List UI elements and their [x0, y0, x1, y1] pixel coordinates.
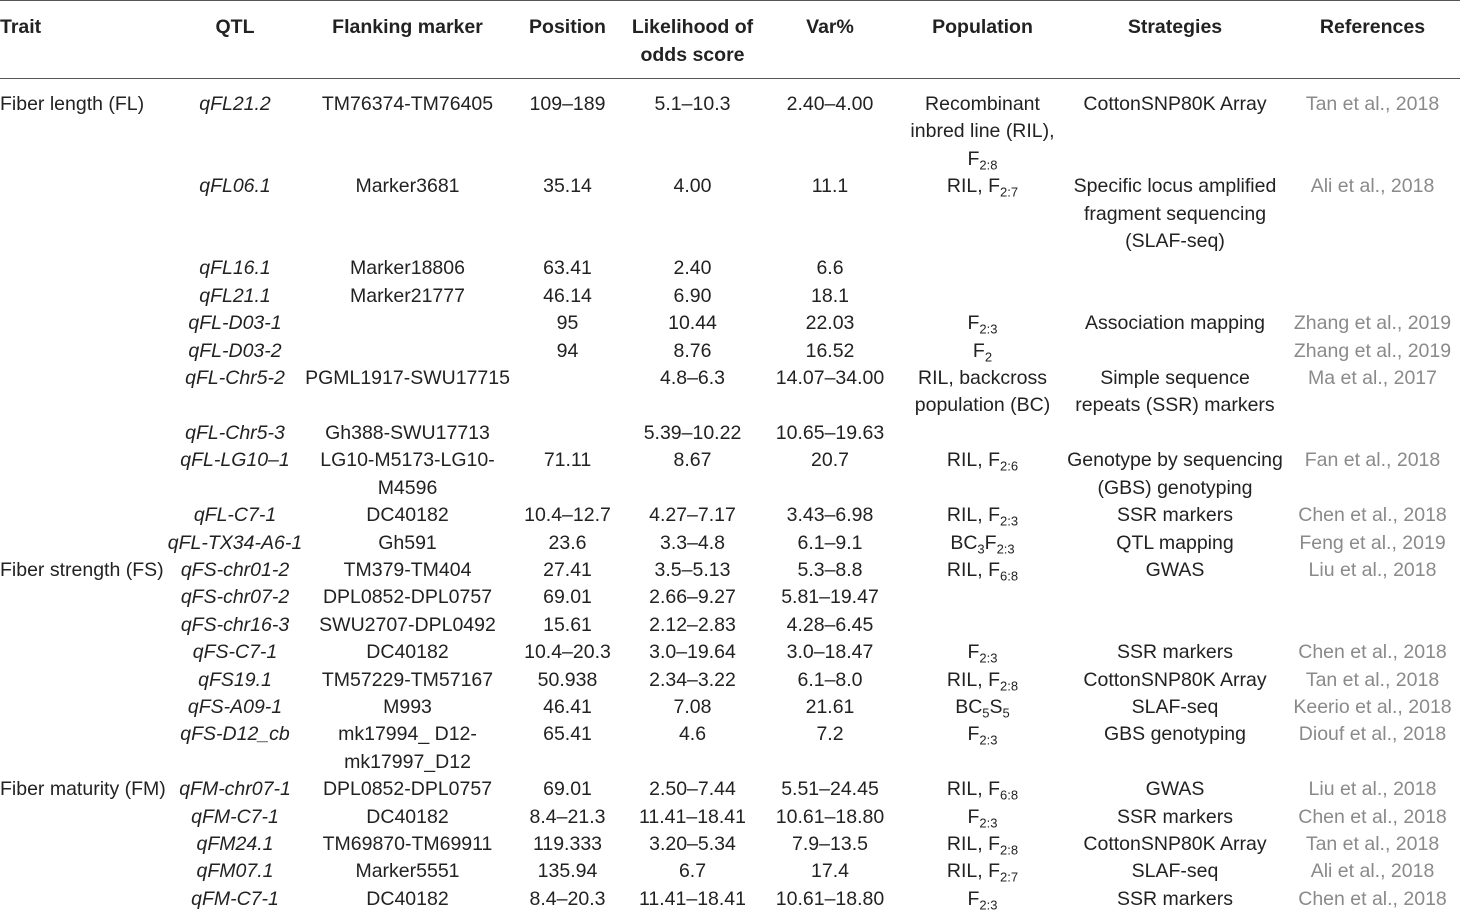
cell-position [510, 365, 625, 420]
cell-trait [0, 694, 165, 721]
cell-lod: 10.44 [625, 310, 760, 337]
cell-position: 69.01 [510, 776, 625, 803]
cell-var: 16.52 [760, 338, 900, 365]
cell-trait [0, 255, 165, 282]
cell-trait [0, 612, 165, 639]
cell-population: $F_{2:3}$ [900, 310, 1065, 337]
table-row [0, 283, 1460, 310]
cell-position: 63.41 [510, 255, 625, 282]
cell-position: 50.938 [510, 667, 625, 694]
cell-var: 14.07–34.00 [760, 365, 900, 420]
cell-trait [0, 721, 165, 776]
cell-trait [0, 831, 165, 858]
cell-strategy: GBS genotyping [1065, 721, 1285, 776]
cell-reference: Liu et al., 2018 [1285, 557, 1460, 584]
cell-qtl: qFL-D03-2 [165, 338, 305, 365]
cell-position: 69.01 [510, 584, 625, 611]
cell-strategy: Association mapping [1065, 310, 1285, 337]
cell-qtl: qFL-Chr5-2 [165, 365, 305, 420]
cell-population [900, 612, 1065, 639]
cell-var: 3.43–6.98 [760, 502, 900, 529]
table-row [0, 310, 1460, 337]
cell-reference: Liu et al., 2018 [1285, 776, 1460, 803]
cell-flanking-marker: TM379-TM404 [305, 557, 510, 584]
table-row [0, 255, 1460, 282]
table-row [0, 776, 1460, 803]
cell-var: 7.2 [760, 721, 900, 776]
table-row [0, 338, 1460, 365]
cell-reference: Chen et al., 2018 [1285, 502, 1460, 529]
cell-position [510, 420, 625, 447]
cell-lod: 2.50–7.44 [625, 776, 760, 803]
header-position: Position [510, 1, 625, 79]
cell-position: 135.94 [510, 858, 625, 885]
cell-qtl: qFS19.1 [165, 667, 305, 694]
table-row [0, 365, 1460, 420]
cell-var: 3.0–18.47 [760, 639, 900, 666]
cell-population [900, 420, 1065, 447]
cell-trait [0, 639, 165, 666]
table-row [0, 804, 1460, 831]
cell-qtl: qFL06.1 [165, 173, 305, 255]
header-flanking-marker: Flanking marker [305, 1, 510, 79]
cell-qtl: qFS-C7-1 [165, 639, 305, 666]
cell-lod: 3.20–5.34 [625, 831, 760, 858]
cell-strategy: SSR markers [1065, 502, 1285, 529]
cell-position: 10.4–12.7 [510, 502, 625, 529]
table-row [0, 584, 1460, 611]
cell-population: RIL, $F_{2:6}$ [900, 447, 1065, 502]
cell-trait [0, 338, 165, 365]
cell-position: 95 [510, 310, 625, 337]
cell-flanking-marker [305, 338, 510, 365]
cell-var: 5.51–24.45 [760, 776, 900, 803]
cell-strategy: SSR markers [1065, 886, 1285, 913]
cell-qtl: qFL-D03-1 [165, 310, 305, 337]
cell-qtl: qFL-LG10–1 [165, 447, 305, 502]
cell-population: RIL, $F_{2:8}$ [900, 831, 1065, 858]
cell-reference: Zhang et al., 2019 [1285, 310, 1460, 337]
cell-lod: 2.40 [625, 255, 760, 282]
cell-reference: Ali et al., 2018 [1285, 173, 1460, 255]
cell-reference: Feng et al., 2019 [1285, 530, 1460, 557]
header-strategies: Strategies [1065, 1, 1285, 79]
cell-trait: Fiber maturity (FM) [0, 776, 165, 803]
cell-lod: 3.3–4.8 [625, 530, 760, 557]
cell-position: 15.61 [510, 612, 625, 639]
cell-reference: Tan et al., 2018 [1285, 79, 1460, 174]
cell-position: 109–189 [510, 79, 625, 174]
cell-qtl: qFM-chr07-1 [165, 776, 305, 803]
cell-flanking-marker: DC40182 [305, 804, 510, 831]
cell-flanking-marker: DC40182 [305, 502, 510, 529]
cell-qtl: qFL21.1 [165, 283, 305, 310]
cell-lod: 8.67 [625, 447, 760, 502]
cell-var: 6.6 [760, 255, 900, 282]
cell-lod: 4.8–6.3 [625, 365, 760, 420]
cell-flanking-marker: DPL0852-DPL0757 [305, 584, 510, 611]
cell-qtl: qFS-D12_cb [165, 721, 305, 776]
cell-strategy [1065, 584, 1285, 611]
cell-qtl: qFM07.1 [165, 858, 305, 885]
cell-lod: 2.34–3.22 [625, 667, 760, 694]
table-row [0, 79, 1460, 174]
table-body [0, 79, 1460, 913]
cell-lod: 6.7 [625, 858, 760, 885]
cell-lod: 4.6 [625, 721, 760, 776]
cell-var: 5.81–19.47 [760, 584, 900, 611]
cell-population: RIL, $F_{2:7}$ [900, 858, 1065, 885]
cell-population [900, 255, 1065, 282]
cell-var: 11.1 [760, 173, 900, 255]
cell-trait [0, 530, 165, 557]
cell-var: 5.3–8.8 [760, 557, 900, 584]
cell-lod: 4.27–7.17 [625, 502, 760, 529]
table-row [0, 557, 1460, 584]
cell-var: 6.1–8.0 [760, 667, 900, 694]
cell-population: $F_{2:3}$ [900, 639, 1065, 666]
cell-reference [1285, 612, 1460, 639]
cell-strategy: CottonSNP80K Array [1065, 831, 1285, 858]
cell-var: 7.9–13.5 [760, 831, 900, 858]
cell-flanking-marker: DC40182 [305, 886, 510, 913]
cell-strategy: QTL mapping [1065, 530, 1285, 557]
cell-population: RIL, $F_{2:7}$ [900, 173, 1065, 255]
cell-position: 119.333 [510, 831, 625, 858]
cell-position: 8.4–20.3 [510, 886, 625, 913]
table-row [0, 173, 1460, 255]
cell-strategy: Genotype by sequencing (GBS) genotyping [1065, 447, 1285, 502]
cell-reference [1285, 283, 1460, 310]
table-row [0, 858, 1460, 885]
table-row [0, 886, 1460, 913]
cell-population: $BC_3F_{2:3}$ [900, 530, 1065, 557]
cell-position: 94 [510, 338, 625, 365]
cell-qtl: qFS-A09-1 [165, 694, 305, 721]
cell-reference [1285, 255, 1460, 282]
cell-var: 21.61 [760, 694, 900, 721]
cell-strategy: GWAS [1065, 776, 1285, 803]
cell-position: 65.41 [510, 721, 625, 776]
cell-reference: Zhang et al., 2019 [1285, 338, 1460, 365]
cell-flanking-marker: Marker3681 [305, 173, 510, 255]
table-row [0, 831, 1460, 858]
cell-lod: 11.41–18.41 [625, 804, 760, 831]
cell-strategy: SLAF-seq [1065, 858, 1285, 885]
cell-trait [0, 584, 165, 611]
cell-lod: 8.76 [625, 338, 760, 365]
cell-lod: 2.66–9.27 [625, 584, 760, 611]
cell-flanking-marker: PGML1917-SWU17715 [305, 365, 510, 420]
cell-position: 71.11 [510, 447, 625, 502]
cell-qtl: qFS-chr07-2 [165, 584, 305, 611]
cell-strategy [1065, 612, 1285, 639]
cell-reference: Ali et al., 2018 [1285, 858, 1460, 885]
cell-flanking-marker: TM76374-TM76405 [305, 79, 510, 174]
cell-qtl: qFL-C7-1 [165, 502, 305, 529]
cell-qtl: qFS-chr16-3 [165, 612, 305, 639]
table-row [0, 639, 1460, 666]
cell-flanking-marker: mk17994_ D12-mk17997_D12 [305, 721, 510, 776]
table-row [0, 612, 1460, 639]
header-qtl: QTL [165, 1, 305, 79]
cell-flanking-marker: TM69870-TM69911 [305, 831, 510, 858]
cell-reference: Chen et al., 2018 [1285, 886, 1460, 913]
header-row [0, 1, 1460, 79]
cell-flanking-marker: SWU2707-DPL0492 [305, 612, 510, 639]
cell-qtl: qFL21.2 [165, 79, 305, 174]
cell-var: 10.61–18.80 [760, 804, 900, 831]
cell-lod: 5.39–10.22 [625, 420, 760, 447]
cell-var: 17.4 [760, 858, 900, 885]
cell-trait [0, 804, 165, 831]
cell-position: 10.4–20.3 [510, 639, 625, 666]
cell-qtl: qFM24.1 [165, 831, 305, 858]
cell-strategy: CottonSNP80K Array [1065, 79, 1285, 174]
table-row [0, 667, 1460, 694]
cell-var: 4.28–6.45 [760, 612, 900, 639]
cell-trait [0, 173, 165, 255]
cell-position: 27.41 [510, 557, 625, 584]
cell-strategy: SSR markers [1065, 639, 1285, 666]
cell-position: 35.14 [510, 173, 625, 255]
cell-trait: Fiber strength (FS) [0, 557, 165, 584]
table-row [0, 502, 1460, 529]
cell-reference: Tan et al., 2018 [1285, 831, 1460, 858]
table-row [0, 694, 1460, 721]
cell-var: 20.7 [760, 447, 900, 502]
cell-lod: 2.12–2.83 [625, 612, 760, 639]
cell-qtl: qFL16.1 [165, 255, 305, 282]
cell-trait [0, 667, 165, 694]
cell-var: 10.61–18.80 [760, 886, 900, 913]
cell-flanking-marker: TM57229-TM57167 [305, 667, 510, 694]
cell-lod: 11.41–18.41 [625, 886, 760, 913]
cell-lod: 3.0–19.64 [625, 639, 760, 666]
cell-flanking-marker: Marker21777 [305, 283, 510, 310]
cell-flanking-marker: M993 [305, 694, 510, 721]
cell-strategy: CottonSNP80K Array [1065, 667, 1285, 694]
cell-reference: Chen et al., 2018 [1285, 639, 1460, 666]
cell-strategy: GWAS [1065, 557, 1285, 584]
cell-position: 46.14 [510, 283, 625, 310]
cell-flanking-marker: Marker18806 [305, 255, 510, 282]
cell-strategy: SLAF-seq [1065, 694, 1285, 721]
cell-reference: Chen et al., 2018 [1285, 804, 1460, 831]
cell-reference: Diouf et al., 2018 [1285, 721, 1460, 776]
cell-population: RIL, backcross population (BC) [900, 365, 1065, 420]
cell-lod: 4.00 [625, 173, 760, 255]
cell-trait [0, 858, 165, 885]
cell-reference: Tan et al., 2018 [1285, 667, 1460, 694]
cell-flanking-marker: Gh388-SWU17713 [305, 420, 510, 447]
cell-strategy: Simple sequence repeats (SSR) markers [1065, 365, 1285, 420]
cell-population: Recombinant inbred line (RIL), $F_{2:8}$ [900, 79, 1065, 174]
cell-qtl: qFM-C7-1 [165, 886, 305, 913]
cell-population: $BC_5S_5$ [900, 694, 1065, 721]
cell-population: $F_{2:3}$ [900, 886, 1065, 913]
table-row [0, 721, 1460, 776]
cell-trait [0, 365, 165, 420]
header-trait: Trait [0, 1, 165, 79]
cell-strategy [1065, 420, 1285, 447]
cell-qtl: qFL-TX34-A6-1 [165, 530, 305, 557]
cell-trait [0, 283, 165, 310]
cell-population [900, 584, 1065, 611]
cell-flanking-marker: Gh591 [305, 530, 510, 557]
header-references: References [1285, 1, 1460, 79]
cell-var: 6.1–9.1 [760, 530, 900, 557]
header-population: Population [900, 1, 1065, 79]
cell-population [900, 283, 1065, 310]
table-row [0, 530, 1460, 557]
cell-population: $F_{2:3}$ [900, 804, 1065, 831]
cell-trait [0, 420, 165, 447]
header-var: Var% [760, 1, 900, 79]
cell-qtl: qFM-C7-1 [165, 804, 305, 831]
cell-trait [0, 886, 165, 913]
cell-flanking-marker: DPL0852-DPL0757 [305, 776, 510, 803]
cell-population: RIL, $F_{6:8}$ [900, 776, 1065, 803]
cell-strategy: Specific locus amplified fragment sequencing (SLAF-seq) [1065, 173, 1285, 255]
cell-lod: 6.90 [625, 283, 760, 310]
cell-trait [0, 447, 165, 502]
cell-reference: Ma et al., 2017 [1285, 365, 1460, 420]
cell-var: 22.03 [760, 310, 900, 337]
cell-population: RIL, $F_{6:8}$ [900, 557, 1065, 584]
cell-position: 8.4–21.3 [510, 804, 625, 831]
cell-qtl: qFL-Chr5-3 [165, 420, 305, 447]
header-lod: Likelihood of odds score [625, 1, 760, 79]
cell-flanking-marker [305, 310, 510, 337]
cell-var: 10.65–19.63 [760, 420, 900, 447]
cell-reference: Keerio et al., 2018 [1285, 694, 1460, 721]
cell-strategy: SSR markers [1065, 804, 1285, 831]
cell-var: 18.1 [760, 283, 900, 310]
cell-population: $F_2$ [900, 338, 1065, 365]
cell-trait: Fiber length (FL) [0, 79, 165, 174]
cell-population: RIL, $F_{2:3}$ [900, 502, 1065, 529]
cell-position: 46.41 [510, 694, 625, 721]
cell-qtl: qFS-chr01-2 [165, 557, 305, 584]
cell-lod: 7.08 [625, 694, 760, 721]
cell-population: $F_{2:3}$ [900, 721, 1065, 776]
cell-flanking-marker: Marker5551 [305, 858, 510, 885]
cell-var: 2.40–4.00 [760, 79, 900, 174]
cell-population: RIL, $F_{2:8}$ [900, 667, 1065, 694]
cell-reference [1285, 584, 1460, 611]
cell-trait [0, 502, 165, 529]
cell-flanking-marker: LG10-M5173-LG10-M4596 [305, 447, 510, 502]
cell-flanking-marker: DC40182 [305, 639, 510, 666]
cell-lod: 5.1–10.3 [625, 79, 760, 174]
cell-reference [1285, 420, 1460, 447]
cell-strategy [1065, 338, 1285, 365]
table-row [0, 447, 1460, 502]
cell-position: 23.6 [510, 530, 625, 557]
cell-strategy [1065, 255, 1285, 282]
cell-lod: 3.5–5.13 [625, 557, 760, 584]
cell-strategy [1065, 283, 1285, 310]
cell-trait [0, 310, 165, 337]
table-row [0, 420, 1460, 447]
cell-reference: Fan et al., 2018 [1285, 447, 1460, 502]
